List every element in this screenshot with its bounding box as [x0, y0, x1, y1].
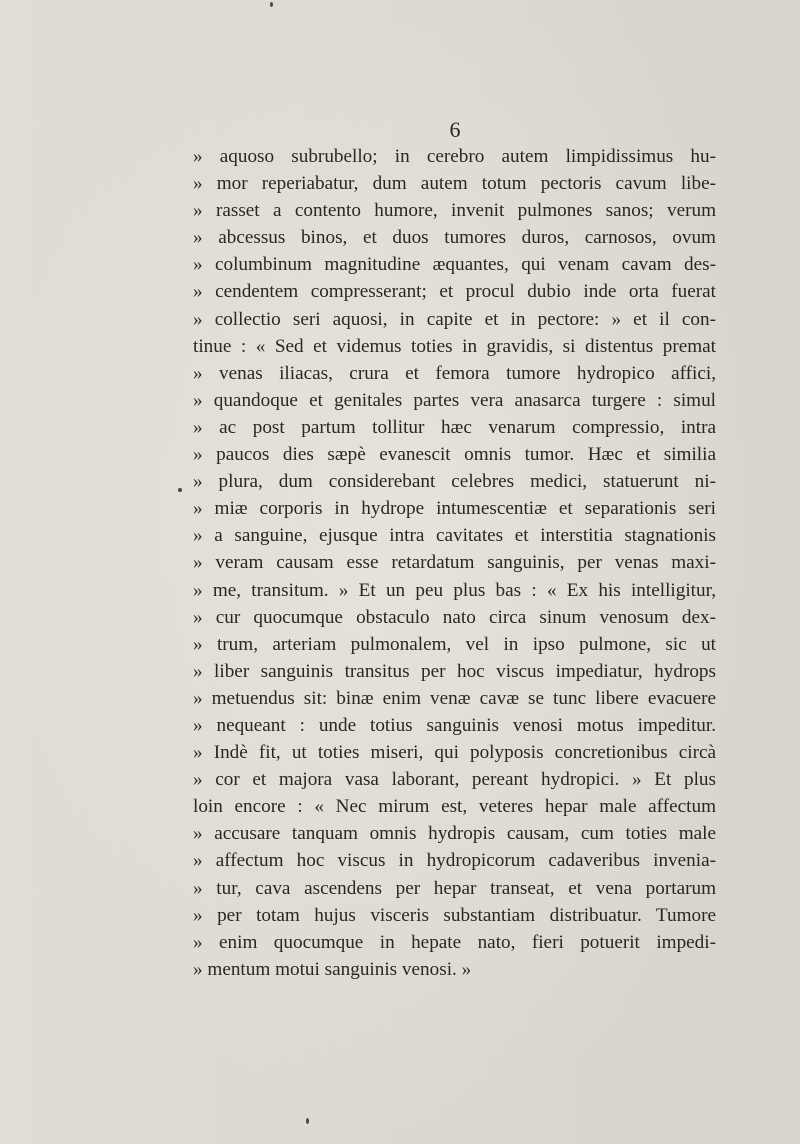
- text-line: » plura, dum considerebant celebres medici, statuerunt ni-: [193, 471, 716, 493]
- text-line: » abcessus binos, et duos tumores duros, carnosos, ovum: [193, 227, 716, 249]
- text-line: » columbinum magnitudine æquantes, qui venam cavam des-: [193, 254, 716, 276]
- text-line: » miæ corporis in hydrope intumescentiæ et separationis seri: [193, 498, 716, 520]
- page-number: 6: [449, 117, 461, 142]
- text-line: » me, transitum. » Et un peu plus bas : « Ex his intelligitur,: [193, 579, 716, 601]
- text-line: » quandoque et genitales partes vera anasarca turgere : simul: [193, 389, 716, 411]
- text-line: » cor et majora vasa laborant, pereant hydropici. » Et plus: [193, 769, 716, 791]
- ink-speck: [178, 488, 182, 492]
- text-line: » metuendus sit: binæ enim venæ cavæ se tunc libere evacuere: [193, 687, 716, 709]
- ink-speck: [306, 1118, 309, 1124]
- text-line: loin encore : « Nec mirum est, veteres hepar male affectum: [193, 796, 716, 818]
- text-line: » paucos dies sæpè evanescit omnis tumor. Hæc et similia: [193, 444, 716, 466]
- text-line: » per totam hujus visceris substantiam distribuatur. Tumore: [193, 904, 716, 926]
- text-line: » aquoso subrubello; in cerebro autem limpidissimus hu-: [193, 146, 716, 167]
- text-line: » nequeant : unde totius sanguinis venosi motus impeditur.: [193, 714, 716, 736]
- text-line: » trum, arteriam pulmonalem, vel in ipso pulmone, sic ut: [193, 633, 716, 655]
- text-line: tinue : « Sed et videmus toties in gravidis, si distentus premat: [193, 335, 716, 357]
- text-line: » rasset a contento humore, invenit pulmones sanos; verum: [193, 200, 716, 222]
- text-line: » mentum motui sanguinis venosi. »: [193, 958, 472, 980]
- text-line: » accusare tanquam omnis hydropis causam, cum toties male: [193, 823, 716, 845]
- text-line: » cendentem compresserant; et procul dubio inde orta fuerat: [193, 281, 716, 303]
- ink-speck: [270, 2, 273, 7]
- text-line: » venas iliacas, crura et femora tumore hydropico affici,: [193, 362, 716, 384]
- text-line: » veram causam esse retardatum sanguinis, per venas maxi-: [193, 552, 716, 574]
- text-line: » cur quocumque obstaculo nato circa sinum venosum dex-: [193, 606, 716, 628]
- text-line: » tur, cava ascendens per hepar transeat, et vena portarum: [193, 877, 716, 899]
- text-line: » mor reperiabatur, dum autem totum pectoris cavum libe-: [193, 173, 716, 195]
- text-line: » Indè fit, ut toties miseri, qui polyposis concretionibus circà: [193, 742, 716, 764]
- text-line: » ac post partum tollitur hæc venarum compressio, intra: [193, 416, 716, 438]
- text-line: » a sanguine, ejusque intra cavitates et interstitia stagnationis: [193, 525, 716, 547]
- text-line: » enim quocumque in hepate nato, fieri potuerit impedi-: [193, 931, 716, 953]
- text-line: » collectio seri aquosi, in capite et in pectore: » et il con-: [193, 308, 716, 330]
- text-line: » liber sanguinis transitus per hoc viscus impediatur, hydrops: [193, 660, 716, 682]
- text-line: » affectum hoc viscus in hydropicorum cadaveribus invenia-: [193, 850, 716, 872]
- body-text: [193, 143, 716, 983]
